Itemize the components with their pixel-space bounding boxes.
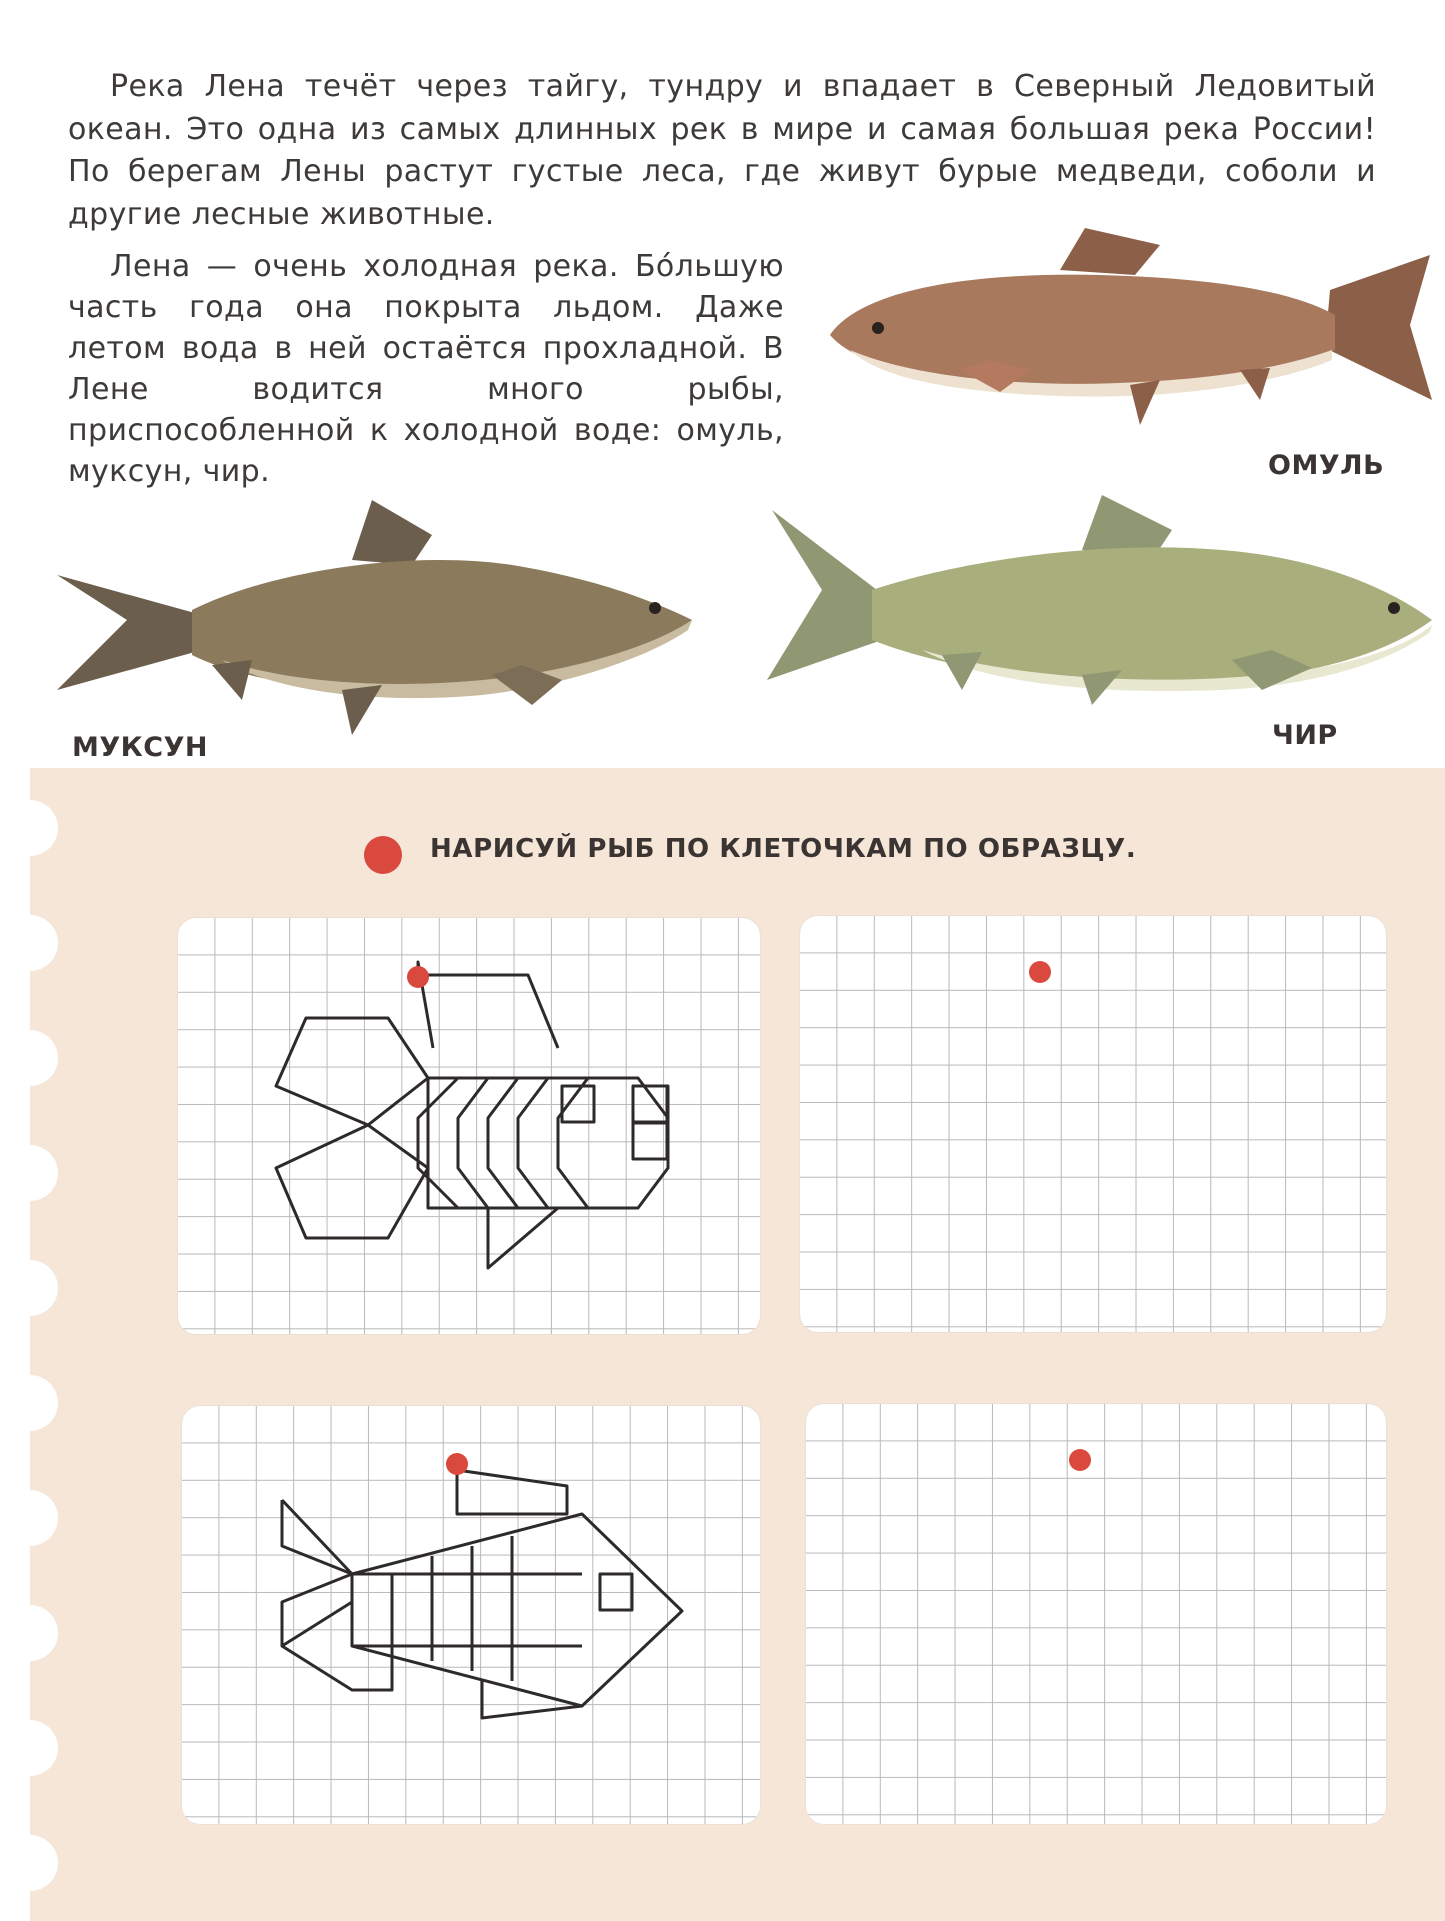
drawing-grid-1[interactable]	[800, 916, 1386, 1332]
muksun-label: МУКСУН	[72, 732, 208, 763]
muksun-fish-illustration	[52, 490, 702, 750]
sample-grid-2	[182, 1406, 760, 1824]
instruction-bullet	[364, 836, 402, 874]
intro-paragraph-2: Лена — очень холодная река. Бо́льшую часть года она покрыта льдом. Даже летом вода в ней остаётся прохладной. В Лене водится много рыбы, приспособленной к холодной воде: омуль, муксун, чир.	[68, 249, 784, 489]
sample-grid-1	[178, 918, 760, 1334]
task-instruction: НАРИСУЙ РЫБ ПО КЛЕТОЧКАМ ПО ОБРАЗЦУ.	[430, 834, 1137, 864]
intro-paragraph-1: Река Лена течёт через тайгу, тундру и впадает в Северный Ледовитый океан. Это одна из самых длинных рек в мире и самая большая река России! По берегам Лены растут густые леса, где живут бурые медведи, соболи и другие лесные животные.	[68, 69, 1376, 232]
start-dot-icon	[407, 966, 429, 988]
start-dot-icon	[446, 1453, 468, 1475]
chir-fish-illustration	[762, 490, 1442, 720]
omul-label: ОМУЛЬ	[1268, 450, 1385, 481]
start-dot-icon	[1069, 1449, 1091, 1471]
sample-fish-2-drawing	[182, 1406, 760, 1824]
drawing-grid-2[interactable]	[806, 1404, 1386, 1824]
chir-label: ЧИР	[1272, 720, 1338, 751]
sample-fish-1-drawing	[178, 918, 760, 1334]
start-dot-icon	[1029, 961, 1051, 983]
omul-fish-illustration	[820, 220, 1440, 450]
